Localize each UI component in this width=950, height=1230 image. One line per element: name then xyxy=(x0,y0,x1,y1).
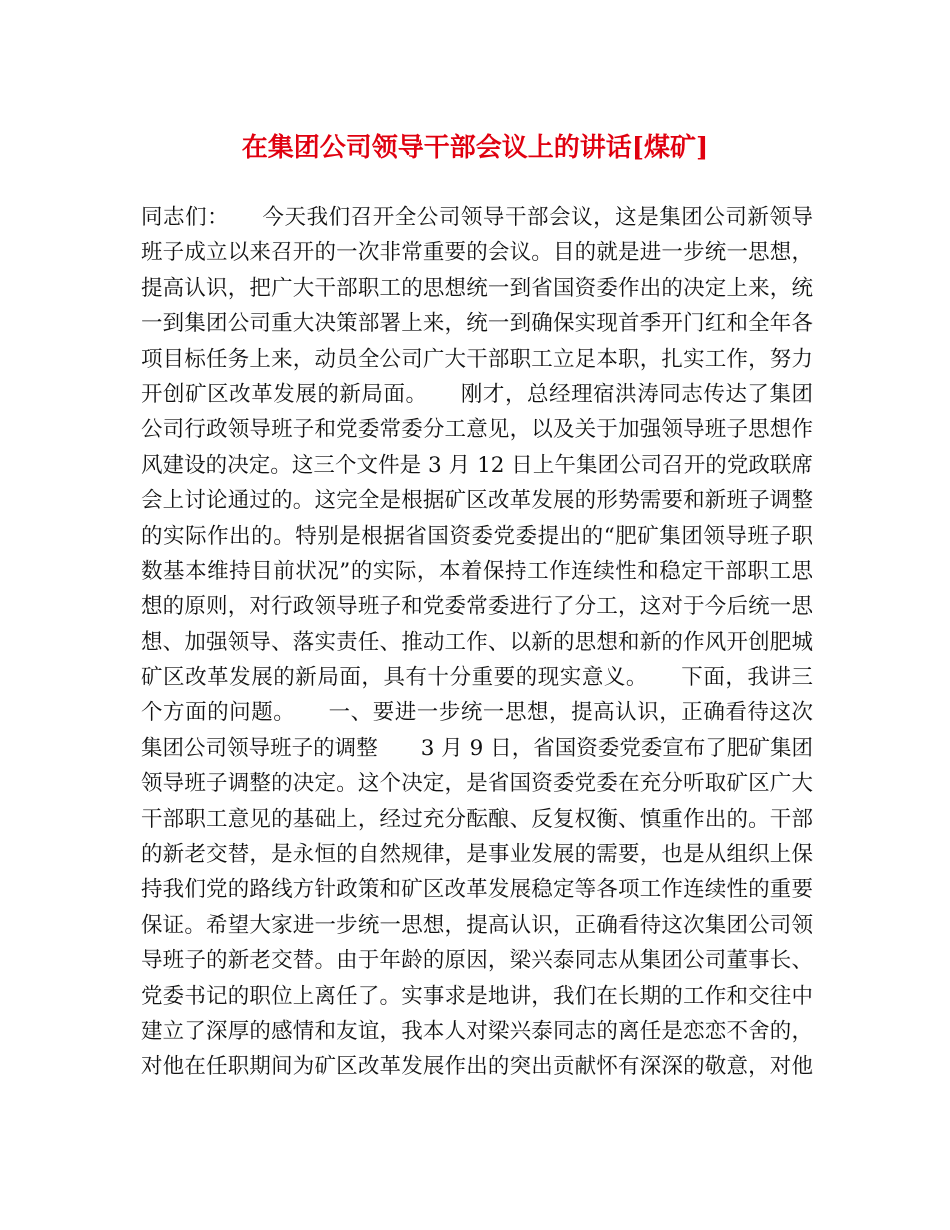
body-line: 同志们： 今天我们召开全公司领导干部会议，这是集团公司新领导 xyxy=(141,205,813,230)
body-line: 集团公司领导班子的调整 3 月 9 日，省国资委党委宣布了肥矿集团 xyxy=(141,735,813,761)
body-line: 领导班子调整的决定。这个决定，是省国资委党委在充分听取矿区广大 xyxy=(141,771,813,797)
body-line: 数基本维持目前状况”的实际，本着保持工作连续性和稳定干部职工思 xyxy=(141,558,813,584)
document-body xyxy=(141,200,813,1085)
body-line: 建立了深厚的感情和友谊，我本人对梁兴泰同志的离任是恋恋不舍的， xyxy=(141,1018,813,1044)
body-line: 持我们党的路线方针政策和矿区改革发展稳定等各项工作连续性的重要 xyxy=(141,877,813,903)
body-line: 项目标任务上来，动员全公司广大干部职工立足本职，扎实工作，努力 xyxy=(141,346,813,372)
body-line: 想的原则，对行政领导班子和党委常委进行了分工，这对于今后统一思 xyxy=(141,594,813,620)
body-line: 对他在任职期间为矿区改革发展作出的突出贡献怀有深深的敬意，对他 xyxy=(141,1054,813,1080)
body-line: 会上讨论通过的。这完全是根据矿区改革发展的形势需要和新班子调整 xyxy=(141,488,813,514)
body-line: 保证。希望大家进一步统一思想，提高认识，正确看待这次集团公司领 xyxy=(141,912,813,938)
body-line: 导班子的新老交替。由于年龄的原因，梁兴泰同志从集团公司董事长、 xyxy=(141,948,813,974)
body-line: 风建设的决定。这三个文件是 3 月 12 日上午集团公司召开的党政联席 xyxy=(141,452,813,478)
body-line: 想、加强领导、落实责任、推动工作、以新的思想和新的作风开创肥城 xyxy=(141,629,813,655)
body-line: 班子成立以来召开的一次非常重要的会议。目的就是进一步统一思想， xyxy=(141,240,813,266)
document-title: 在集团公司领导干部会议上的讲话[煤矿] xyxy=(241,133,709,163)
body-line: 的实际作出的。特别是根据省国资委党委提出的“肥矿集团领导班子职 xyxy=(141,523,813,549)
body-line: 开创矿区改革发展的新局面。 刚才，总经理宿洪涛同志传达了集团 xyxy=(141,381,813,407)
body-line: 干部职工意见的基础上，经过充分酝酿、反复权衡、慎重作出的。干部 xyxy=(141,806,813,832)
body-line: 一到集团公司重大决策部署上来，统一到确保实现首季开门红和全年各 xyxy=(141,311,813,337)
body-line: 个方面的问题。 一、要进一步统一思想，提高认识，正确看待这次 xyxy=(141,700,813,726)
body-line: 提高认识，把广大干部职工的思想统一到省国资委作出的决定上来，统 xyxy=(141,275,813,301)
body-line: 党委书记的职位上离任了。实事求是地讲，我们在长期的工作和交往中 xyxy=(141,983,813,1009)
body-line: 的新老交替，是永恒的自然规律，是事业发展的需要，也是从组织上保 xyxy=(141,842,813,868)
body-line: 矿区改革发展的新局面，具有十分重要的现实意义。 下面，我讲三 xyxy=(141,665,813,691)
body-line: 公司行政领导班子和党委常委分工意见，以及关于加强领导班子思想作 xyxy=(141,417,813,443)
